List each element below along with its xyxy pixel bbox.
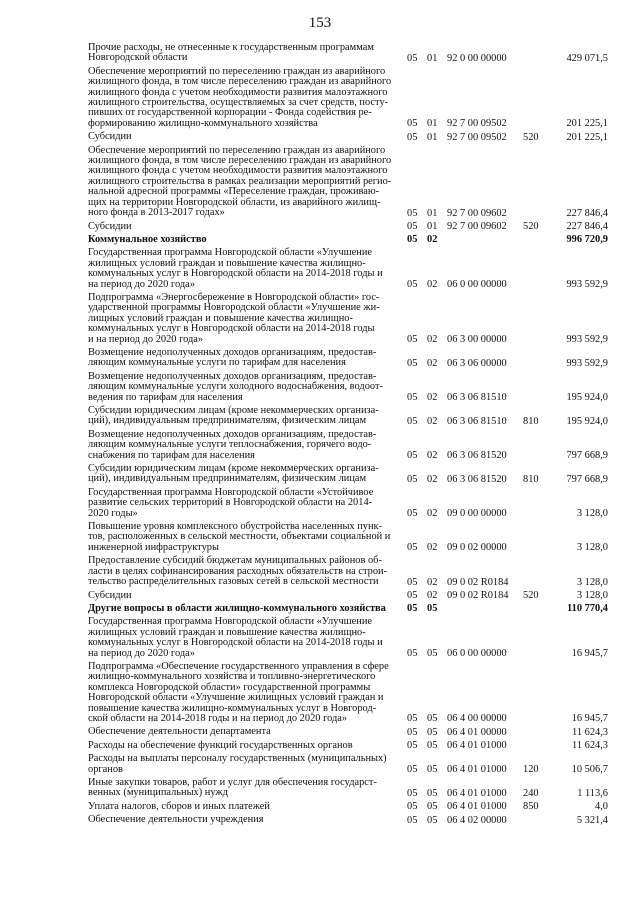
table-row <box>88 429 608 463</box>
amount: 10 506,7 <box>571 764 608 775</box>
subsection-code: 05 <box>427 713 438 725</box>
table-row <box>88 131 608 144</box>
row-name: Возмещение недополученных доходов организациям, предостав- ляющим коммунальные услуги по тарифам для населения <box>88 346 377 369</box>
section-code: 05 <box>407 415 418 427</box>
section-code: 05 <box>407 726 418 738</box>
section-code: 05 <box>407 333 418 345</box>
target-article-code: 06 3 06 00000 <box>447 357 507 369</box>
expense-type-code: 810 <box>523 415 539 427</box>
subsection-code: 02 <box>427 576 438 588</box>
section-row <box>88 234 608 247</box>
table-row <box>88 616 608 661</box>
target-article-code: 06 4 01 01000 <box>447 787 507 799</box>
section-code: 05 <box>407 357 418 369</box>
amount: 797 668,9 <box>566 473 608 485</box>
subsection-code: 05 <box>427 814 438 826</box>
amount: 3 128,0 <box>576 576 608 588</box>
amount: 201 225,1 <box>566 118 608 130</box>
row-name: Субсидии <box>88 589 132 601</box>
target-article-code: 09 0 02 00000 <box>447 542 507 554</box>
section-code: 05 <box>407 589 418 601</box>
expense-type-code: 520 <box>523 131 539 143</box>
table-row <box>88 753 608 777</box>
subsection-code: 02 <box>427 450 438 462</box>
target-article-code: 06 3 06 81520 <box>447 473 507 485</box>
target-article-code: 06 4 02 00000 <box>447 814 507 826</box>
table-row <box>88 777 608 801</box>
table-row <box>88 247 608 292</box>
target-article-code: 06 3 00 00000 <box>447 333 507 345</box>
section-code: 05 <box>407 764 418 775</box>
amount: 5 321,4 <box>576 814 608 826</box>
section-code: 05 <box>407 220 418 232</box>
amount: 16 945,7 <box>571 713 608 725</box>
row-name: Обеспечение деятельности департамента <box>88 726 271 738</box>
table-row <box>88 661 608 726</box>
target-article-code: 06 4 01 01000 <box>447 764 507 775</box>
section-code: 05 <box>407 118 418 130</box>
row-name: Обеспечение деятельности учреждения <box>88 814 264 826</box>
table-row <box>88 221 608 234</box>
row-name: Субсидии юридическим лицам (кроме некоммерческих организа- ций), индивидуальным предпринимателям, физическим лицам <box>88 463 379 485</box>
subsection-code: 01 <box>427 118 438 130</box>
target-article-code: 92 7 00 09502 <box>447 131 507 143</box>
expense-type-code: 120 <box>523 764 539 775</box>
section-code: 05 <box>407 52 418 64</box>
section-code: 05 <box>407 647 418 659</box>
table-row <box>88 463 608 487</box>
row-name: Подпрограмма «Энергосбережение в Новгородской области» гос- ударственной программы Новгородской области «Улучшение жи- лищных условий граждан и повышение качества жилищно- коммунальных услуг в Новгородской области на 2014-2018 годы и на период до 2020 года» <box>88 291 380 345</box>
section-code: 05 <box>407 207 418 219</box>
row-name: Возмещение недополученных доходов организациям, предостав- ляющим коммунальные услуги холодного водоснабжения, водоот- ведения по тарифам для населения <box>88 370 383 403</box>
budget-table <box>88 42 608 828</box>
subsection-code: 02 <box>427 589 438 601</box>
subsection-code: 05 <box>427 647 438 659</box>
section-code: 05 <box>407 392 418 403</box>
amount: 11 624,3 <box>572 726 608 738</box>
subsection-code: 05 <box>427 726 438 738</box>
row-name: Государственная программа Новгородской области «Улучшение жилищных условий граждан и повышение качества жилищно- коммунальных услуг в Новгородской области на 2014-2018 годы и на период до 2020 года» <box>88 616 383 659</box>
amount: 4,0 <box>595 801 608 813</box>
row-name: Подпрограмма «Обеспечение государственного управления в сфере жилищно-коммунального хозяйства и топливно-энергетического комплекса Новгородской области» государственной программы Новгородской области «Улучшение жилищных условий граждан и повышение качества жилищно-коммунальных услуг в Новгород- ской области на 2014-2018 годы и на период до 2020 года» <box>88 660 389 724</box>
target-article-code: 06 0 00 00000 <box>447 647 507 659</box>
subsection-code: 01 <box>427 207 438 219</box>
section-code: 05 <box>407 801 418 813</box>
target-article-code: 06 4 01 01000 <box>447 801 507 813</box>
row-name: Обеспечение мероприятий по переселению граждан из аварийного жилищного фонда, в том числе переселению граждан из аварийного жилищного фонда с учетом необходимости развития малоэтажного жилищного строительства, осуществляемых за счет средств, посту- пивших от государственной корпорации - Фонда содействия ре- формированию жилищно-коммунального хозяйства <box>88 65 392 129</box>
section-code: 05 <box>407 473 418 485</box>
subsection-code: 02 <box>427 333 438 345</box>
row-name: Другие вопросы в области жилищно-коммунального хозяйства <box>88 602 386 614</box>
table-row <box>88 487 608 521</box>
row-name: Уплата налогов, сборов и иных платежей <box>88 800 270 812</box>
section-code: 05 <box>407 814 418 826</box>
section-code: 05 <box>407 542 418 554</box>
table-row <box>88 292 608 347</box>
subsection-code: 02 <box>427 415 438 427</box>
row-name: Обеспечение мероприятий по переселению граждан из аварийного жилищного фонда, в том числе переселению граждан из аварийного жилищного фонда с учетом необходимости развития малоэтажного жилищного строительства в рамках реализации мероприятий регио- нальной адресной программы «Переселение граждан, проживаю- щих на территории Новгородской области, из аварийного жилищ- ного фонда в 2013-2017 годах» <box>88 144 392 219</box>
table-row <box>88 66 608 131</box>
row-name: Государственная программа Новгородской области «Улучшение жилищных условий граждан и повышение качества жилищно- коммунальных услуг в Новгородской области на 2014-2018 годы и на период до 2020 года» <box>88 247 383 290</box>
target-article-code: 09 0 02 R0184 <box>447 589 509 601</box>
subsection-code: 01 <box>427 220 438 232</box>
amount: 797 668,9 <box>566 450 608 462</box>
target-article-code: 06 3 06 81510 <box>447 392 507 403</box>
amount: 993 592,9 <box>566 357 608 369</box>
row-name: Субсидии юридическим лицам (кроме некоммерческих организа- ций), индивидуальным предпринимателям, физическим лицам <box>88 405 379 427</box>
subsection-code: 02 <box>427 234 438 246</box>
subsection-code: 01 <box>427 52 438 64</box>
table-row <box>88 801 608 814</box>
amount: 429 071,5 <box>566 52 608 64</box>
table-row <box>88 521 608 555</box>
row-name: Повышение уровня комплексного обустройства населенных пунк- тов, расположенных в сельской местности, объектами социальной и инженерной инфраструктуры <box>88 521 391 553</box>
section-code: 05 <box>407 234 418 246</box>
table-row <box>88 145 608 221</box>
expense-type-code: 240 <box>523 787 539 799</box>
amount: 996 720,9 <box>566 234 608 246</box>
amount: 227 846,4 <box>566 220 608 232</box>
amount: 16 945,7 <box>571 647 608 659</box>
row-name: Субсидии <box>88 220 132 232</box>
subsection-code: 02 <box>427 278 438 290</box>
target-article-code: 06 0 00 00000 <box>447 278 507 290</box>
subsection-code: 02 <box>427 473 438 485</box>
target-article-code: 06 4 00 00000 <box>447 713 507 725</box>
section-code: 05 <box>407 576 418 588</box>
row-name: Возмещение недополученных доходов организациям, предостав- ляющим коммунальные услуги теплоснабжения, горячего водо- снабжения по тарифам для населения <box>88 428 377 461</box>
row-name: Государственная программа Новгородской области «Устойчивое развитие сельских территорий в Новгородской области на 2014- 2020 годы» <box>88 486 374 519</box>
table-row <box>88 42 608 66</box>
section-code: 05 <box>407 450 418 462</box>
target-article-code: 09 0 00 00000 <box>447 508 507 520</box>
section-code: 05 <box>407 278 418 290</box>
subsection-code: 02 <box>427 508 438 520</box>
row-name: Коммунальное хозяйство <box>88 233 207 245</box>
table-row <box>88 347 608 371</box>
target-article-code: 92 7 00 09602 <box>447 207 507 219</box>
section-code: 05 <box>407 508 418 520</box>
amount: 993 592,9 <box>566 333 608 345</box>
page-number: 153 <box>308 15 332 31</box>
expense-type-code: 810 <box>523 473 539 485</box>
amount: 195 924,0 <box>566 415 608 427</box>
table-row <box>88 740 608 753</box>
subsection-code: 02 <box>427 357 438 369</box>
row-name: Субсидии <box>88 131 132 143</box>
row-name: Предоставление субсидий бюджетам муниципальных районов об- ласти в целях софинансирования расходных обязательств на строи- тельство распределительных газовых сетей в сельской местности <box>88 555 388 588</box>
expense-type-code: 520 <box>523 589 539 601</box>
subsection-code: 05 <box>427 764 438 775</box>
table-row <box>88 590 608 603</box>
subsection-code: 05 <box>427 603 438 615</box>
amount: 3 128,0 <box>576 508 608 520</box>
table-row <box>88 726 608 739</box>
target-article-code: 09 0 02 R0184 <box>447 576 509 588</box>
amount: 3 128,0 <box>576 589 608 601</box>
table-row <box>88 405 608 429</box>
section-code: 05 <box>407 131 418 143</box>
table-row <box>88 371 608 405</box>
amount: 227 846,4 <box>566 207 608 219</box>
subsection-code: 02 <box>427 542 438 554</box>
target-article-code: 06 4 01 01000 <box>447 740 507 752</box>
amount: 11 624,3 <box>572 740 608 752</box>
target-article-code: 06 4 01 00000 <box>447 726 507 738</box>
table-row <box>88 814 608 827</box>
amount: 993 592,9 <box>566 278 608 290</box>
row-name: Иные закупки товаров, работ и услуг для обеспечения государст- венных (муниципальных) нужд <box>88 777 377 799</box>
expense-type-code: 850 <box>523 801 539 813</box>
target-article-code: 06 3 06 81520 <box>447 450 507 462</box>
amount: 1 113,6 <box>577 787 608 799</box>
section-code: 05 <box>407 603 418 615</box>
target-article-code: 92 7 00 09602 <box>447 220 507 232</box>
subsection-code: 05 <box>427 801 438 813</box>
subsection-code: 01 <box>427 131 438 143</box>
row-name: Расходы на выплаты персоналу государственных (муниципальных) органов <box>88 753 387 775</box>
table-row <box>88 555 608 589</box>
amount: 195 924,0 <box>566 392 608 403</box>
section-row <box>88 603 608 616</box>
section-code: 05 <box>407 787 418 799</box>
subsection-code: 05 <box>427 740 438 752</box>
amount: 201 225,1 <box>566 131 608 143</box>
subsection-code: 05 <box>427 787 438 799</box>
target-article-code: 06 3 06 81510 <box>447 415 507 427</box>
amount: 110 770,4 <box>567 603 608 615</box>
row-name: Расходы на обеспечение функций государственных органов <box>88 739 353 751</box>
amount: 3 128,0 <box>576 542 608 554</box>
section-code: 05 <box>407 740 418 752</box>
target-article-code: 92 7 00 09502 <box>447 118 507 130</box>
subsection-code: 02 <box>427 392 438 403</box>
row-name: Прочие расходы, не отнесенные к государственным программам Новгородской области <box>88 42 374 64</box>
target-article-code: 92 0 00 00000 <box>447 52 507 64</box>
expense-type-code: 520 <box>523 220 539 232</box>
section-code: 05 <box>407 713 418 725</box>
